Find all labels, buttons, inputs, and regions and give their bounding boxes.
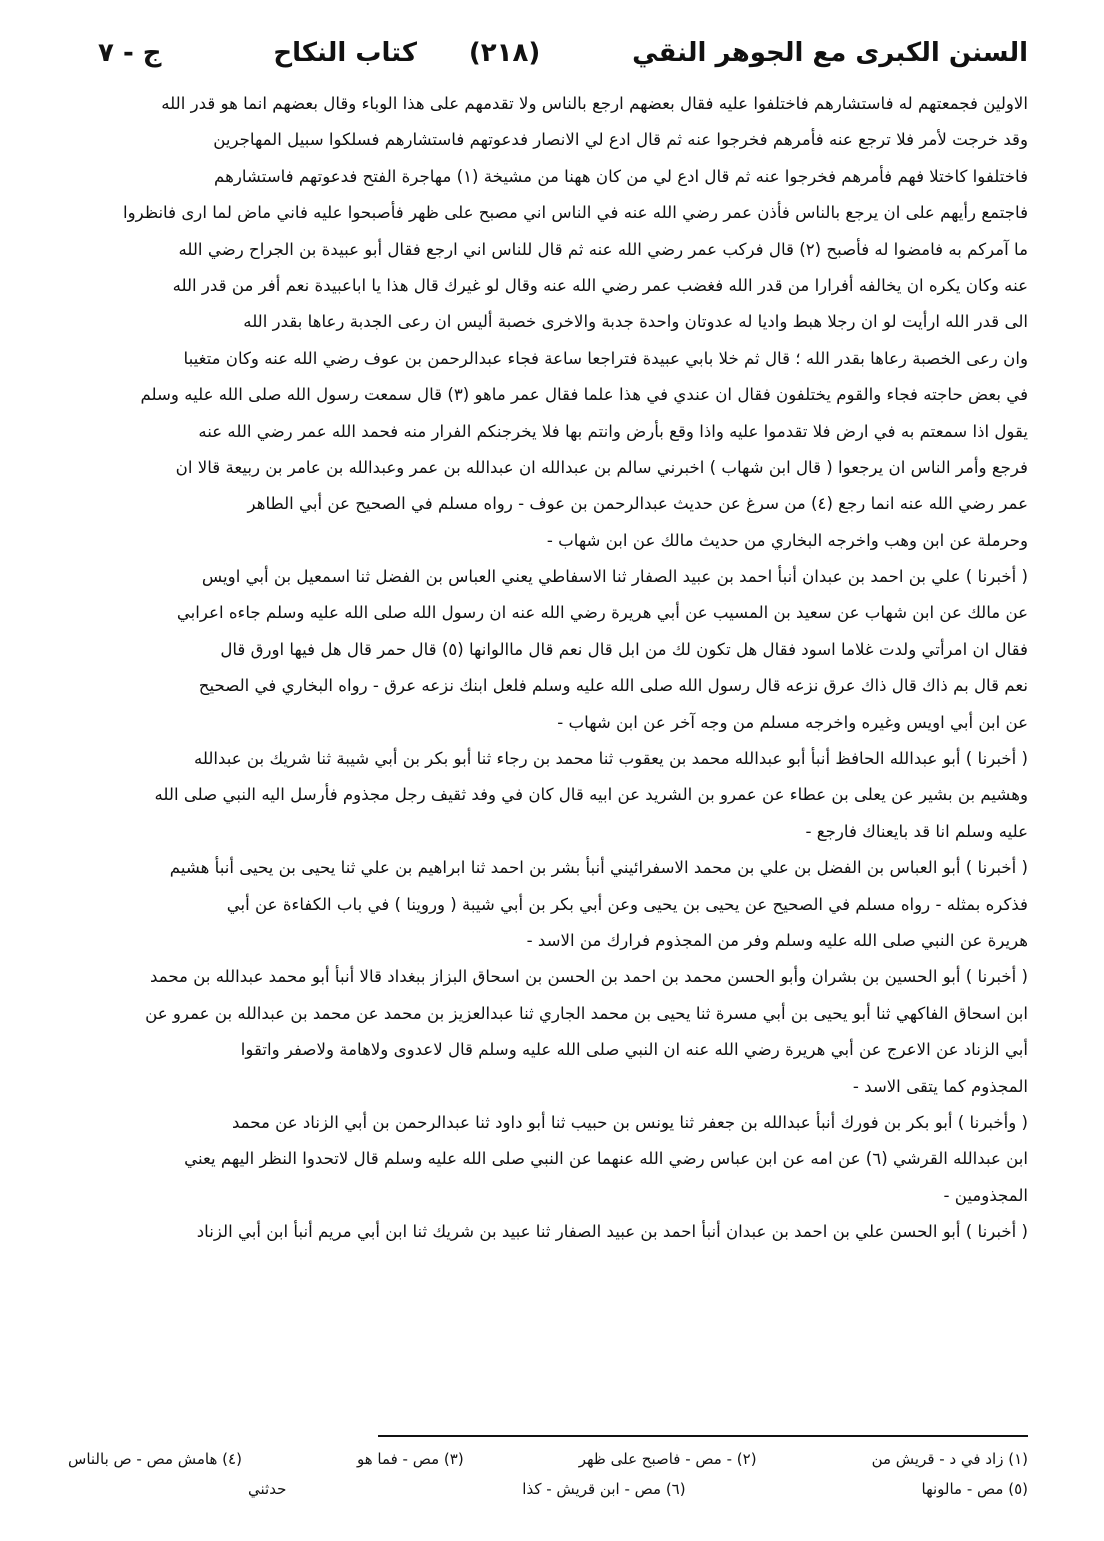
text-line: الاولين فجمعتهم له فاستشارهم فاختلفوا عليه فقال بعضهم ارجع بالناس ولا تقدمهم على هذا الوباء وقال بعضهم انما هو قدر الله [161, 94, 1028, 113]
text-line: فذكره بمثله - رواه مسلم في الصحيح عن يحيى بن يحيى وعن أبي بكر بن أبي شيبة ( وروينا ) في باب الكفاءة عن أبي [226, 894, 1028, 914]
text-line: فاختلفوا كاختلا فهم فأمرهم فخرجوا عنه ثم قال ادع لي من كان ههنا من مشيخة (١) مهاجرة الفتح فدعوتهم فاستشارهم [214, 166, 1028, 186]
text-line: عليه وسلم انا قد بايعناك فارجع - [805, 821, 1028, 841]
text-line: عنه وكان يكره ان يخالفه أفرارا من قدر الله فغضب عمر رضي الله عنه وقال لو غيرك قال هذا يا اباعبيدة نعم أفر من قدر الله [172, 275, 1028, 295]
footnote: (٣) مص - فما هو [356, 1450, 464, 1468]
text-line: فاجتمع رأيهم على ان يرجع بالناس فأذن عمر رضي الله عنه في الناس اني مصبح على ظهر فأصبحوا عليه فاني ماض لما ارى فانظروا [123, 203, 1028, 223]
footnote-line [68, 1474, 1028, 1504]
text-line: ( وأخبرنا ) أبو بكر بن فورك أنبأ عبدالله بن جعفر ثنا يونس بن حبيب ثنا أبو داود ثنا عبدالرحمن بن أبي الزناد عن محمد [231, 1112, 1028, 1132]
text-line: الى قدر الله ارأيت لو ان رجلا هبط واديا له عدوتان واحدة جدبة والاخرى خصبة أليس ان رعى الجدبة رعاها بقدر الله [243, 312, 1028, 332]
text-line: هريرة عن النبي صلى الله عليه وسلم وفر من المجذوم فرارك من الاسد - [526, 930, 1028, 950]
footnote-line [68, 1444, 1028, 1474]
text-line: أبي الزناد عن الاعرج عن أبي هريرة رضي الله عنه ان النبي صلى الله عليه وسلم قال لاعدوى ولاهامة ولاصفر واتقوا [240, 1040, 1028, 1060]
footnote: (١) زاد في د - قريش من [871, 1450, 1028, 1468]
text-line: وهشيم بن بشير عن يعلى بن عطاء عن عمرو بن الشريد عن ابيه قال كان في وفد ثقيف رجل مجذوم فأرسل اليه النبي صلى الله [154, 785, 1028, 805]
footnote-divider [378, 1435, 1028, 1437]
text-line: ابن عبدالله القرشي (٦) عن امه عن ابن عباس رضي الله عنهما عن النبي صلى الله عليه وسلم قال لاتحدوا النظر اليهم يعني [184, 1149, 1028, 1169]
text-line: ما آمركم به فامضوا له فأصبح (٢) قال فركب عمر رضي الله عنه ثم قال للناس اني ارجع فقال أبو عبيدة بن الجراح رضي الله [178, 239, 1028, 259]
page-number: (٢١٨) [468, 38, 541, 68]
text-line: ( أخبرنا ) أبو العباس بن الفضل بن علي بن محمد الاسفرائيني أنبأ بشر بن احمد ثنا ابراهيم بن علي ثنا يحيى بن يحيى أنبأ هشيم [169, 858, 1028, 878]
text-line: المجذوم كما يتقى الاسد - [852, 1076, 1028, 1096]
text-line: ( أخبرنا ) أبو الحسين بن بشران وأبو الحسن محمد بن احمد بن الحسن بن اسحاق البزاز ببغداد قالا أنبأ أبو محمد عبدالله بن محمد [150, 967, 1028, 987]
text-line: يقول اذا سمعتم به في ارض فلا تقدموا عليه واذا وقع بأرض وانتم بها فلا يخرجنكم الفرار منه فحمد الله عمر رضي الله عنه [198, 421, 1028, 441]
main-text [68, 86, 1028, 1251]
text-line: ابن اسحاق الفاكهي ثنا أبو يحيى بن أبي مسرة ثنا يحيى بن محمد الجاري ثنا عبدالعزيز بن محمد عن محمد بن عبدالله بن عمرو عن [145, 1003, 1028, 1023]
text-line: وان رعى الخصبة رعاها بقدر الله ؛ قال ثم خلا بابي عبيدة فتراجعا ساعة فجاء عبدالرحمن بن عوف رضي الله عنه وكان متغيبا [183, 348, 1028, 368]
footnote: (٤) هامش مص - ص بالناس [68, 1450, 242, 1468]
text-line: عن ابن أبي اويس وغيره واخرجه مسلم من وجه آخر عن ابن شهاب - [557, 712, 1028, 732]
book-section: كتاب النكاح [273, 38, 418, 68]
text-line: نعم قال بم ذاك قال ذاك عرق نزعه قال رسول الله صلى الله عليه وسلم فلعل ابنك نزعه عرق - رواه البخاري في الصحيح [198, 676, 1028, 696]
page-header [68, 38, 1028, 84]
text-line: وقد خرجت لأمر فلا ترجع عنه فأمرهم فخرجوا عنه ثم قال ادع لي الانصار فدعوتهم فاستشارهم فسلكوا سبيل المهاجرين [213, 130, 1028, 150]
text-line: فرجع وأمر الناس ان يرجعوا ( قال ابن شهاب ) اخبرني سالم بن عبدالله ان عبدالله بن عمر وعبدالله بن عامر بن ربيعة قالا ان [175, 457, 1028, 477]
text-line: المجذومين - [943, 1185, 1028, 1205]
text-line: فقال ان امرأتي ولدت غلاما اسود فقال هل تكون لك من ابل قال نعم قال ماالوانها (٥) قال حمر قال هل فيها اورق قال [220, 639, 1028, 659]
book-title: السنن الكبرى مع الجوهر النقي [632, 38, 1028, 68]
volume-number: ج - ٧ [98, 38, 162, 68]
footnote: (٥) مص - مالونها [921, 1480, 1028, 1498]
text-line: في بعض حاجته فجاء والقوم يختلفون فقال ان عندي في هذا علما فقال عمر ماهو (٣) قال سمعت رسول الله صلى الله عليه وسلم [140, 385, 1028, 405]
footnote-catchword: حدثني [248, 1480, 287, 1498]
footnote: (٢) - مص - فاصبح على ظهر [578, 1450, 757, 1468]
text-line: عن مالك عن ابن شهاب عن سعيد بن المسيب عن أبي هريرة رضي الله عنه ان رسول الله صلى الله عليه وسلم جاءه اعرابي [176, 603, 1028, 623]
footnote: (٦) مص - ابن قريش - كذا [522, 1480, 686, 1498]
text-line: وحرملة عن ابن وهب واخرجه البخاري من حديث مالك عن ابن شهاب - [546, 530, 1028, 550]
footnotes [68, 1444, 1028, 1504]
text-line: ( أخبرنا ) أبو الحسن علي بن احمد بن عبدان أنبأ احمد بن عبيد الصفار ثنا عبيد بن شريك ثنا ابن أبي مريم أنبأ ابن أبي الزناد [196, 1222, 1028, 1242]
text-line: عمر رضي الله عنه انما رجع (٤) من سرغ عن حديث عبدالرحمن بن عوف - رواه مسلم في الصحيح عن أبي الطاهر [247, 494, 1028, 514]
text-line: ( أخبرنا ) أبو عبدالله الحافظ أنبأ أبو عبدالله محمد بن يعقوب ثنا محمد بن رجاء ثنا أبو بكر بن أبي شيبة ثنا شريك بن عبدالله [193, 749, 1028, 769]
text-line: ( أخبرنا ) علي بن احمد بن عبدان أنبأ احمد بن عبيد الصفار ثنا الاسفاطي يعني العباس بن الفضل ثنا اسمعيل بن أبي اويس [201, 567, 1028, 587]
